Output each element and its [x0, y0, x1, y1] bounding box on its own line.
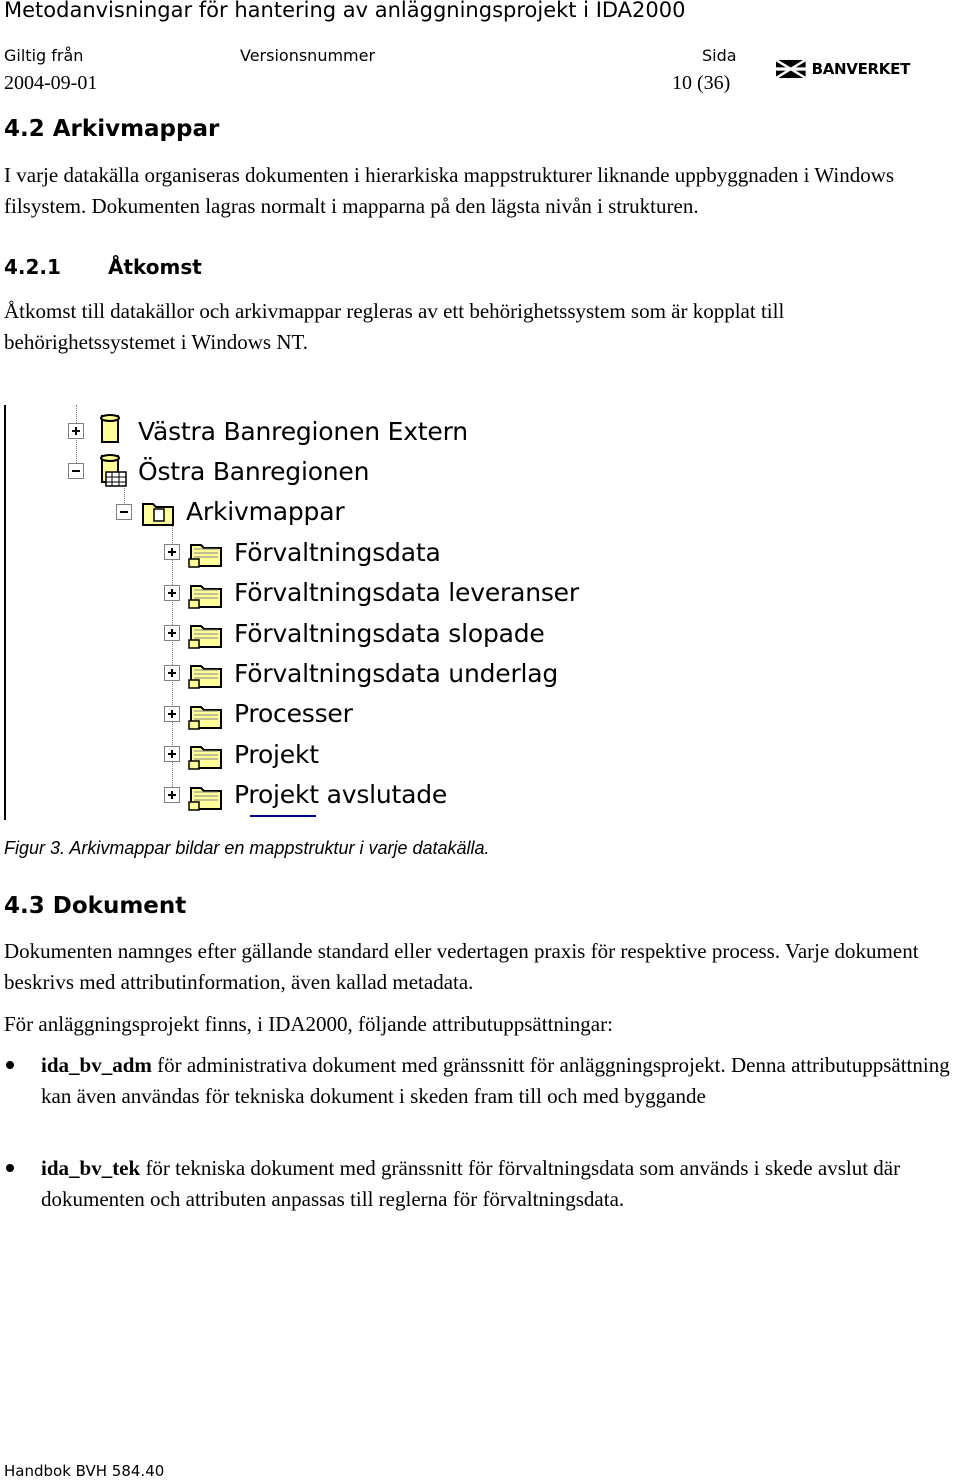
section-4-2-1-paragraph: Åtkomst till datakällor och arkivmappar regleras av ett behörighetssystem som är kopplat till behörighetssystemet i Windows NT. [4, 299, 785, 354]
page-label: Sida [702, 46, 737, 65]
tree-item-label: Förvaltningsdata [234, 537, 441, 567]
tree-item-label: Projekt avslutade [234, 780, 448, 810]
tree-item-label: Arkivmappar [186, 497, 345, 527]
tree-item[interactable] [164, 532, 441, 572]
collapse-minus-icon[interactable] [116, 504, 132, 520]
page-number: 10 (36) [672, 72, 731, 94]
folder-icon [188, 737, 224, 771]
expand-plus-icon[interactable] [164, 625, 180, 641]
tree-item[interactable] [164, 653, 558, 693]
tree-item[interactable] [116, 492, 344, 532]
folder-tree-view [4, 405, 760, 820]
bullet-text-tek: för tekniska dokument med gränssnitt för förvaltningsdata som används i skede avslut där dokumenten och attributen anpassas till reglerna för förvaltningsdata. [41, 1156, 901, 1211]
section-4-3-paragraph-2: För anläggningsprojekt finns, i IDA2000, följande attributuppsättningar: [4, 1012, 613, 1036]
expand-plus-icon[interactable] [164, 787, 180, 803]
section-number-4-2-1: 4.2.1 [4, 255, 61, 279]
section-4-2-paragraph: I varje datakälla organiseras dokumenten i hierarkiska mappstrukturer liknande uppbyggnaden i Windows filsystem. Dokumenten lagras normalt i mapparna på den lägsta nivån i strukturen. [4, 163, 895, 218]
tree-item[interactable] [68, 411, 468, 451]
tree-connector-line [250, 815, 316, 818]
bullet-marker [6, 1164, 14, 1172]
expand-plus-icon[interactable] [164, 585, 180, 601]
bullet-code-tek: ida_bv_tek [41, 1156, 141, 1180]
folder-icon [188, 576, 224, 610]
tree-item-label: Projekt [234, 739, 319, 769]
bullet-item-tek [41, 1153, 956, 1215]
folder-icon [188, 697, 224, 731]
banverket-logo [776, 56, 910, 82]
data-source-icon [92, 414, 128, 448]
tree-item[interactable] [68, 451, 369, 491]
folder-icon [188, 778, 224, 812]
tree-item[interactable] [164, 613, 545, 653]
tree-item[interactable] [164, 694, 353, 734]
expand-plus-icon[interactable] [164, 746, 180, 762]
tree-item-label: Västra Banregionen Extern [138, 416, 468, 446]
folder-icon [140, 495, 176, 529]
tree-item-label: Processer [234, 699, 353, 729]
section-4-3-paragraph-1: Dokumenten namnges efter gällande standard eller vedertagen praxis för respektive process. Varje dokument beskrivs med attributinformation, även kallad metadata. [4, 939, 919, 994]
expand-plus-icon[interactable] [68, 423, 84, 439]
tree-item-label: Förvaltningsdata leveranser [234, 578, 579, 608]
figure-caption: Figur 3. Arkivmappar bildar en mappstruktur i varje datakälla. [4, 838, 490, 858]
logo-text: BANVERKET [811, 60, 910, 78]
folder-icon [188, 616, 224, 650]
expand-plus-icon[interactable] [164, 706, 180, 722]
tree-item[interactable] [164, 775, 447, 815]
tree-item[interactable] [164, 573, 579, 613]
document-title: Metodanvisningar för hantering av anläggningsprojekt i IDA2000 [4, 0, 686, 22]
valid-from-value: 2004-09-01 [4, 72, 98, 94]
section-title-atkomst: Åtkomst [108, 255, 202, 279]
tree-left-border [4, 405, 6, 820]
bullet-code-adm: ida_bv_adm [41, 1053, 152, 1077]
version-label: Versionsnummer [240, 46, 376, 65]
collapse-minus-icon[interactable] [68, 463, 84, 479]
bullet-item-adm [41, 1050, 956, 1112]
expand-plus-icon[interactable] [164, 544, 180, 560]
valid-from-label: Giltig från [4, 46, 84, 65]
banverket-emblem-icon [776, 57, 806, 81]
data-source-icon [92, 454, 128, 488]
tree-item-label: Östra Banregionen [138, 456, 370, 486]
footer-handbook: Handbok BVH 584.40 [4, 1462, 165, 1480]
expand-plus-icon[interactable] [164, 665, 180, 681]
tree-item-label: Förvaltningsdata underlag [234, 658, 559, 688]
tree-item-label: Förvaltningsdata slopade [234, 618, 545, 648]
bullet-text-adm: för administrativa dokument med gränssnitt för anläggningsprojekt. Denna attributuppsättning kan även användas för tekniska dokument i skeden fram till och med byggande [41, 1053, 950, 1108]
section-heading-4-3: 4.3 Dokument [4, 893, 187, 919]
folder-icon [188, 535, 224, 569]
section-heading-4-2: 4.2 Arkivmappar [4, 116, 220, 142]
tree-item[interactable] [164, 734, 319, 774]
bullet-marker [6, 1061, 14, 1069]
folder-icon [188, 656, 224, 690]
